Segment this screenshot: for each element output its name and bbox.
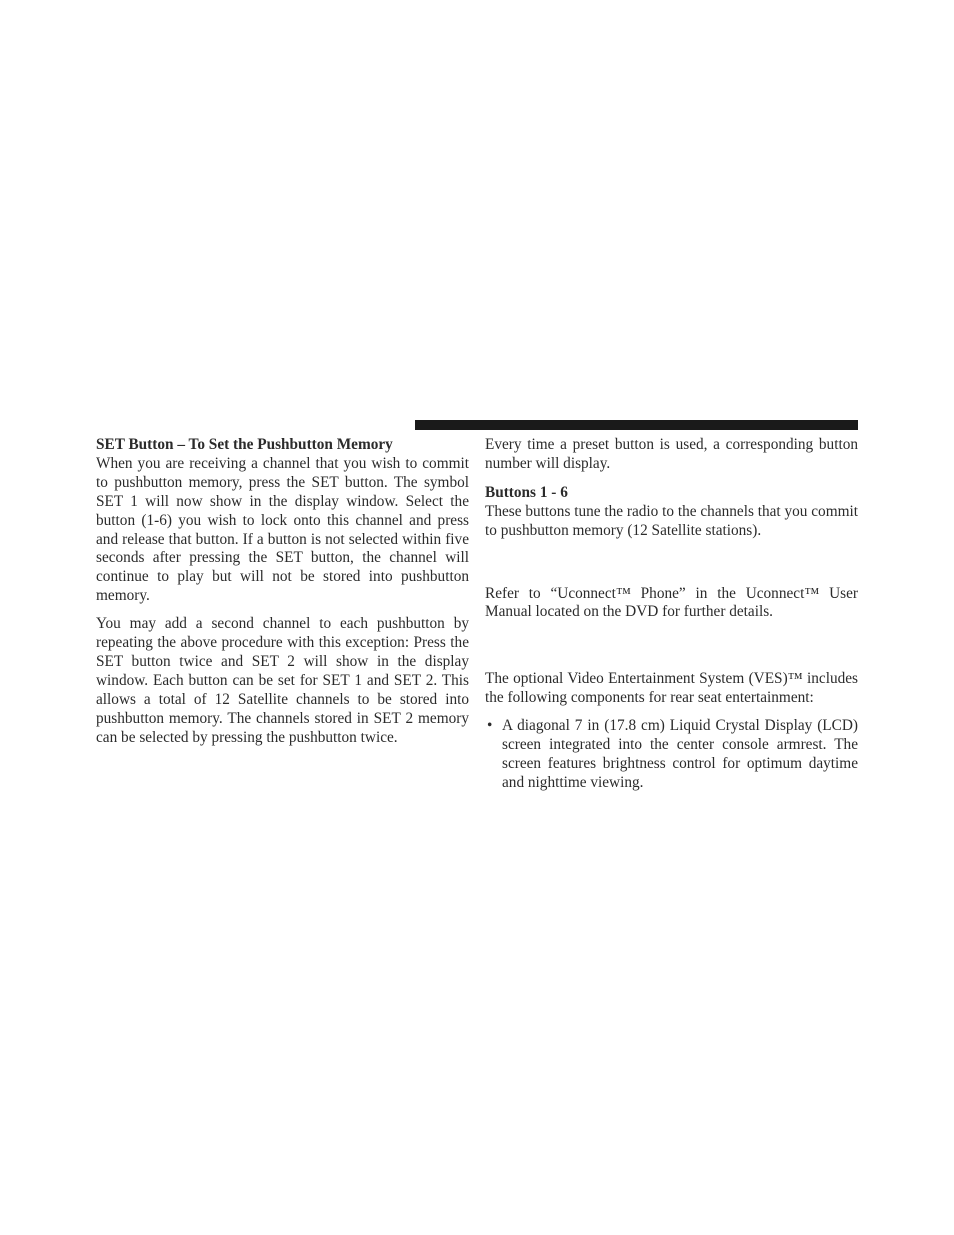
bullet-text: A diagonal 7 in (17.8 cm) Liquid Crystal Display (LCD) screen integrated into the center console armrest. The screen features brightness control for optimum daytime and nighttime viewing.: [502, 717, 858, 791]
set-button-paragraph: When you are receiving a channel that you wish to commit to pushbutton memory, press the SET button. The symbol SET 1 will now show in the display window. Select the button (1-6) you wish to lock onto this channel and press and release that button. If a button is not selected within five seconds after pressing the SET button, the channel will continue to play but will not be stored into pushbutton memory.: [96, 454, 469, 605]
left-column: [96, 436, 469, 748]
second-channel-paragraph: You may add a second channel to each pushbutton by repeating the above procedure with this exception: Press the SET button twice and SET 2 will show in the display window. Each button can be set for SET 1 and SET 2. This allows a total of 12 Satellite channels to be stored into pushbutton memory. The channels stored in SET 2 memory can be selected by pressing the pushbutton twice.: [96, 615, 469, 746]
list-item: [485, 717, 858, 793]
header-rule: [415, 420, 858, 430]
bullet-icon: •: [487, 717, 493, 735]
uconnect-paragraph: Refer to “Uconnect™ Phone” in the Uconnect™ User Manual located on the DVD for further details.: [485, 584, 858, 621]
right-column: [485, 436, 858, 793]
preset-paragraph: Every time a preset button is used, a corresponding button number will display.: [485, 436, 858, 472]
ves-paragraph: The optional Video Entertainment System (VES)™ includes the following components for rear seat entertainment:: [485, 670, 858, 707]
set-button-heading: SET Button – To Set the Pushbutton Memory: [96, 436, 393, 453]
buttons-paragraph: These buttons tune the radio to the channels that you commit to pushbutton memory (12 Satellite stations).: [485, 502, 858, 539]
buttons-heading: Buttons 1 - 6: [485, 483, 568, 501]
